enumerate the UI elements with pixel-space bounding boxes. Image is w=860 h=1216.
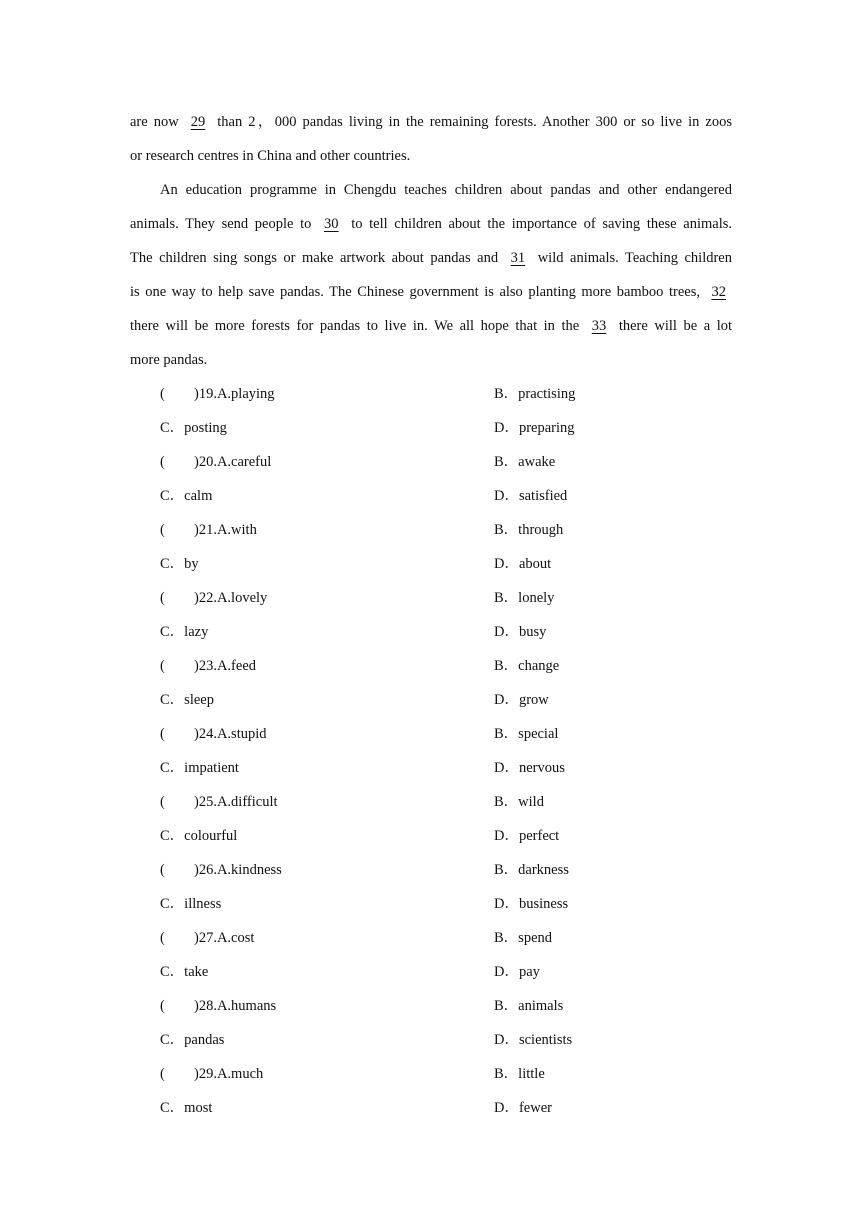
question-19-option-d: D．preparing bbox=[494, 420, 575, 436]
question-20-stem bbox=[160, 453, 271, 471]
option-a: )26.A.kindness bbox=[194, 862, 282, 878]
question-25-option-d: D．perfect bbox=[494, 828, 560, 844]
question-28-option-b: B．animals bbox=[494, 998, 564, 1014]
blank-29: 29 bbox=[190, 114, 206, 130]
question-21-option-d: D．about bbox=[494, 556, 552, 572]
answer-paren: ( bbox=[160, 862, 165, 878]
option-a: )28.A.humans bbox=[194, 998, 277, 1014]
text-segment: The children sing songs or make artwork about pandas and bbox=[130, 250, 505, 266]
question-29-option-c: C．most bbox=[160, 1100, 213, 1116]
text-segment: animals. They send people to bbox=[130, 216, 319, 232]
option-a: )27.A.cost bbox=[194, 930, 255, 946]
passage-line-8: more pandas. bbox=[130, 352, 208, 368]
answer-paren: ( bbox=[160, 1066, 165, 1082]
option-a: )23.A.feed bbox=[194, 658, 257, 674]
question-27-option-b: B．spend bbox=[494, 930, 552, 946]
answer-paren: ( bbox=[160, 726, 165, 742]
blank-32: 32 bbox=[711, 284, 726, 300]
question-20-option-d: D．satisfied bbox=[494, 488, 568, 504]
question-24-option-b: B．special bbox=[494, 726, 559, 742]
question-19-option-b: B．practising bbox=[494, 386, 576, 402]
question-23-option-b: B．change bbox=[494, 658, 560, 674]
answer-paren: ( bbox=[160, 522, 165, 538]
passage-line-6 bbox=[130, 283, 732, 301]
text-segment: than 2，000 pandas living in the remaining forests. Another 300 or so live in zoos bbox=[211, 114, 732, 130]
question-29-option-d: D．fewer bbox=[494, 1100, 552, 1116]
question-27-option-c: C．take bbox=[160, 964, 209, 980]
option-a: )20.A.careful bbox=[194, 454, 272, 470]
question-22-option-b: B．lonely bbox=[494, 590, 555, 606]
question-25-option-b: B．wild bbox=[494, 794, 544, 810]
question-23-option-c: C．sleep bbox=[160, 692, 214, 708]
answer-paren: ( bbox=[160, 454, 165, 470]
blank-33: 33 bbox=[591, 318, 607, 334]
question-21-stem bbox=[160, 521, 257, 539]
answer-paren: ( bbox=[160, 998, 165, 1014]
blank-30: 30 bbox=[324, 216, 339, 232]
question-29-option-b: B．little bbox=[494, 1066, 545, 1082]
option-a: )25.A.difficult bbox=[194, 794, 278, 810]
question-26-option-d: D．business bbox=[494, 896, 569, 912]
question-24-option-d: D．nervous bbox=[494, 760, 565, 776]
answer-paren: ( bbox=[160, 590, 165, 606]
question-28-stem bbox=[160, 997, 276, 1015]
question-21-option-c: C．by bbox=[160, 556, 199, 572]
question-21-option-b: B．through bbox=[494, 522, 564, 538]
question-20-option-c: C．calm bbox=[160, 488, 213, 504]
question-19-option-c: C．posting bbox=[160, 420, 227, 436]
question-28-option-c: C．pandas bbox=[160, 1032, 225, 1048]
question-23-stem bbox=[160, 657, 256, 675]
passage-line-1 bbox=[130, 113, 732, 131]
question-24-stem bbox=[160, 725, 267, 743]
text-segment: is one way to help save pandas. The Chinese government is also planting more bamboo trees, bbox=[130, 284, 706, 300]
question-19-stem bbox=[160, 385, 275, 403]
question-25-option-c: C．colourful bbox=[160, 828, 238, 844]
passage-line-3: An education programme in Chengdu teaches children about pandas and other endangered bbox=[160, 182, 732, 198]
question-22-stem bbox=[160, 589, 267, 607]
option-a: )21.A.with bbox=[194, 522, 257, 538]
text-segment: wild animals. Teaching children bbox=[531, 250, 732, 266]
question-28-option-d: D．scientists bbox=[494, 1032, 573, 1048]
passage-line-5 bbox=[130, 249, 732, 267]
question-26-option-b: B．darkness bbox=[494, 862, 569, 878]
question-26-option-c: C．illness bbox=[160, 896, 222, 912]
option-a: )24.A.stupid bbox=[194, 726, 267, 742]
option-a: )19.A.playing bbox=[194, 386, 275, 402]
text-segment: are now bbox=[130, 114, 185, 130]
question-22-option-c: C．lazy bbox=[160, 624, 209, 640]
passage-line-4 bbox=[130, 215, 732, 233]
question-20-option-b: B．awake bbox=[494, 454, 556, 470]
answer-paren: ( bbox=[160, 794, 165, 810]
question-29-stem bbox=[160, 1065, 263, 1083]
answer-paren: ( bbox=[160, 930, 165, 946]
question-26-stem bbox=[160, 861, 282, 879]
question-27-option-d: D．pay bbox=[494, 964, 540, 980]
answer-paren: ( bbox=[160, 386, 165, 402]
option-a: )29.A.much bbox=[194, 1066, 264, 1082]
passage-line-2: or research centres in China and other countries. bbox=[130, 148, 411, 164]
question-25-stem bbox=[160, 793, 278, 811]
question-27-stem bbox=[160, 929, 254, 947]
answer-paren: ( bbox=[160, 658, 165, 674]
blank-31: 31 bbox=[510, 250, 526, 266]
text-segment: to tell children about the importance of saving these animals. bbox=[344, 216, 733, 232]
question-24-option-c: C．impatient bbox=[160, 760, 239, 776]
option-a: )22.A.lovely bbox=[194, 590, 268, 606]
question-23-option-d: D．grow bbox=[494, 692, 549, 708]
text-segment: there will be a lot bbox=[612, 318, 733, 334]
question-22-option-d: D．busy bbox=[494, 624, 547, 640]
passage-line-7 bbox=[130, 317, 732, 335]
text-segment: there will be more forests for pandas to live in. We all hope that in the bbox=[130, 318, 586, 334]
